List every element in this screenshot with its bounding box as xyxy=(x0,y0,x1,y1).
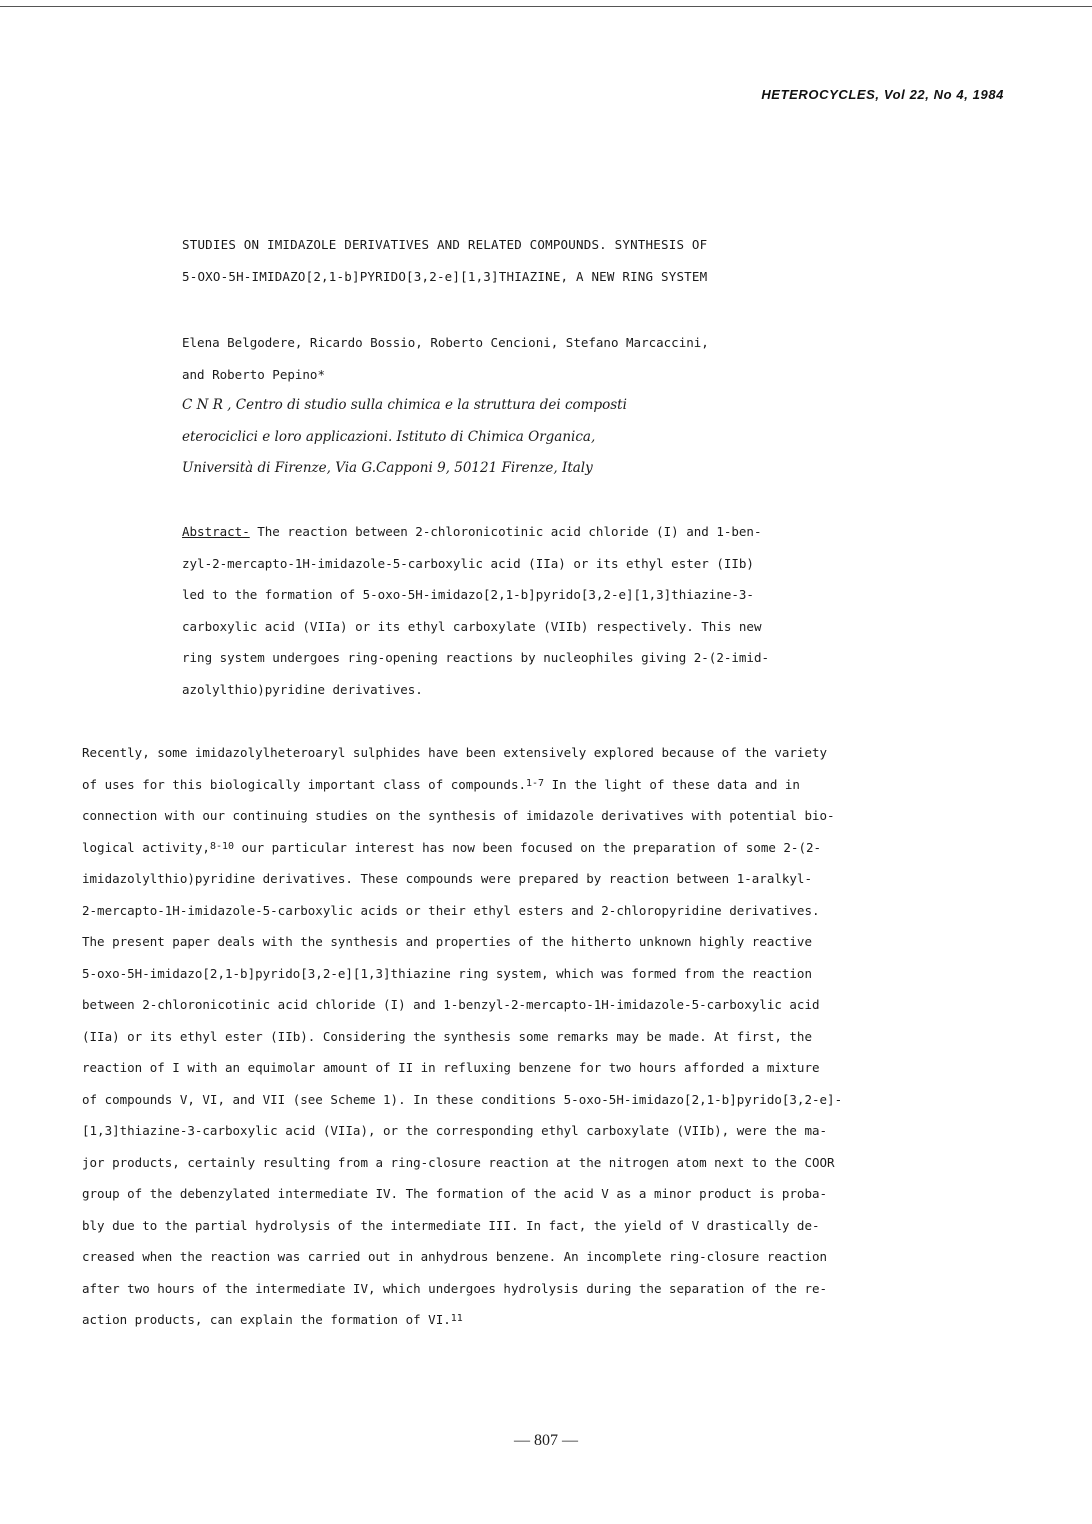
article-title xyxy=(182,229,707,292)
body-text-span: of uses for this biologically important class of compounds. xyxy=(82,776,527,792)
abstract-line: led to the formation of 5-oxo-5H-imidazo[2,1-b]pyrido[3,2-e][1,3]thiazine-3- xyxy=(182,587,754,602)
title-line: 5-OXO-5H-IMIDAZO[2,1-b]PYRIDO[3,2-e][1,3]THIAZINE, A NEW RING SYSTEM xyxy=(182,268,708,284)
body-line: 2-mercapto-1H-imidazole-5-carboxylic acids or their ethyl esters and 2-chloropyridine derivatives. xyxy=(82,902,820,918)
body-line xyxy=(82,832,842,864)
abstract-text: The reaction between 2-chloronicotinic acid chloride (I) and 1-ben- xyxy=(249,524,762,539)
author-list xyxy=(182,327,709,390)
body-line: creased when the reaction was carried out in anhydrous benzene. An incomplete ring-closure reaction xyxy=(82,1249,828,1264)
abstract xyxy=(182,516,769,705)
abstract-line: carboxylic acid (VIIa) or its ethyl carboxylate (VIIb) respectively. This new xyxy=(182,618,762,634)
body-text-span: action products, can explain the formation of VI. xyxy=(82,1312,451,1327)
affiliation-line: C N R , Centro di studio sulla chimica e la struttura dei composti xyxy=(182,397,627,413)
body-line: connection with our continuing studies on the synthesis of imidazole derivatives with potential bio- xyxy=(82,808,835,823)
author-line: and Roberto Pepino* xyxy=(182,366,325,382)
body-line: reaction of I with an equimolar amount of II in refluxing benzene for two hours afforded a mixture xyxy=(82,1060,820,1075)
body-text-span: our particular interest has now been focused on the preparation of some 2-(2- xyxy=(234,839,822,855)
citation-ref: 1-7 xyxy=(526,777,545,789)
abstract-label: Abstract- xyxy=(182,524,250,539)
citation-ref: 11 xyxy=(450,1313,463,1324)
body-line: jor products, certainly resulting from a ring-closure reaction at the nitrogen atom next to the COOR xyxy=(82,1154,835,1170)
abstract-line xyxy=(182,516,769,548)
body-line: The present paper deals with the synthesis and properties of the hitherto unknown highly reactive xyxy=(82,934,812,949)
body-line: [1,3]thiazine-3-carboxylic acid (VIIa), or the corresponding ethyl carboxylate (VIIb), were the ma- xyxy=(82,1123,828,1138)
affiliation-line: Università di Firenze, Via G.Capponi 9, 50121 Firenze, Italy xyxy=(182,460,593,476)
body-line xyxy=(82,769,842,801)
body-text-span: In the light of these data and in xyxy=(544,776,800,792)
abstract-line: zyl-2-mercapto-1H-imidazole-5-carboxylic acid (IIa) or its ethyl ester (IIb) xyxy=(182,555,754,571)
body-line: 5-oxo-5H-imidazo[2,1-b]pyrido[3,2-e][1,3]thiazine ring system, which was formed from the reaction xyxy=(82,965,812,981)
body-line: imidazolylthio)pyridine derivatives. These compounds were prepared by reaction between 1-aralkyl- xyxy=(82,871,812,886)
body-text xyxy=(82,737,842,1336)
top-rule xyxy=(0,6,1092,7)
body-line: after two hours of the intermediate IV, which undergoes hydrolysis during the separation of the re- xyxy=(82,1280,828,1296)
affiliation xyxy=(182,390,627,485)
body-line: (IIa) or its ethyl ester (IIb). Considering the synthesis some remarks may be made. At first, the xyxy=(82,1028,812,1044)
body-line xyxy=(82,1304,842,1336)
body-line: bly due to the partial hydrolysis of the intermediate III. In fact, the yield of V drastically de- xyxy=(82,1217,820,1233)
journal-header: HETEROCYCLES, Vol 22, No 4, 1984 xyxy=(761,87,1004,102)
body-line: group of the debenzylated intermediate IV. The formation of the acid V as a minor product is proba- xyxy=(82,1186,828,1201)
citation-ref: 8-10 xyxy=(209,840,235,852)
title-line: STUDIES ON IMIDAZOLE DERIVATIVES AND RELATED COMPOUNDS. SYNTHESIS OF xyxy=(182,237,708,252)
abstract-line: azolylthio)pyridine derivatives. xyxy=(182,681,423,697)
body-line: Recently, some imidazolylheteroaryl sulphides have been extensively explored because of the variety xyxy=(82,745,828,760)
body-line: between 2-chloronicotinic acid chloride (I) and 1-benzyl-2-mercapto-1H-imidazole-5-carboxylic acid xyxy=(82,997,820,1012)
page-number: — 807 — xyxy=(514,1432,578,1449)
affiliation-line: eterociclici e loro applicazioni. Istituto di Chimica Organica, xyxy=(182,428,596,445)
body-line: of compounds V, VI, and VII (see Scheme 1). In these conditions 5-oxo-5H-imidazo[2,1-b]pyrido[3,2-e]- xyxy=(82,1091,843,1107)
author-line: Elena Belgodere, Ricardo Bossio, Roberto Cencioni, Stefano Marcaccini, xyxy=(182,335,709,350)
abstract-line: ring system undergoes ring-opening reactions by nucleophiles giving 2-(2-imid- xyxy=(182,650,769,665)
body-text-span: logical activity, xyxy=(82,839,210,855)
